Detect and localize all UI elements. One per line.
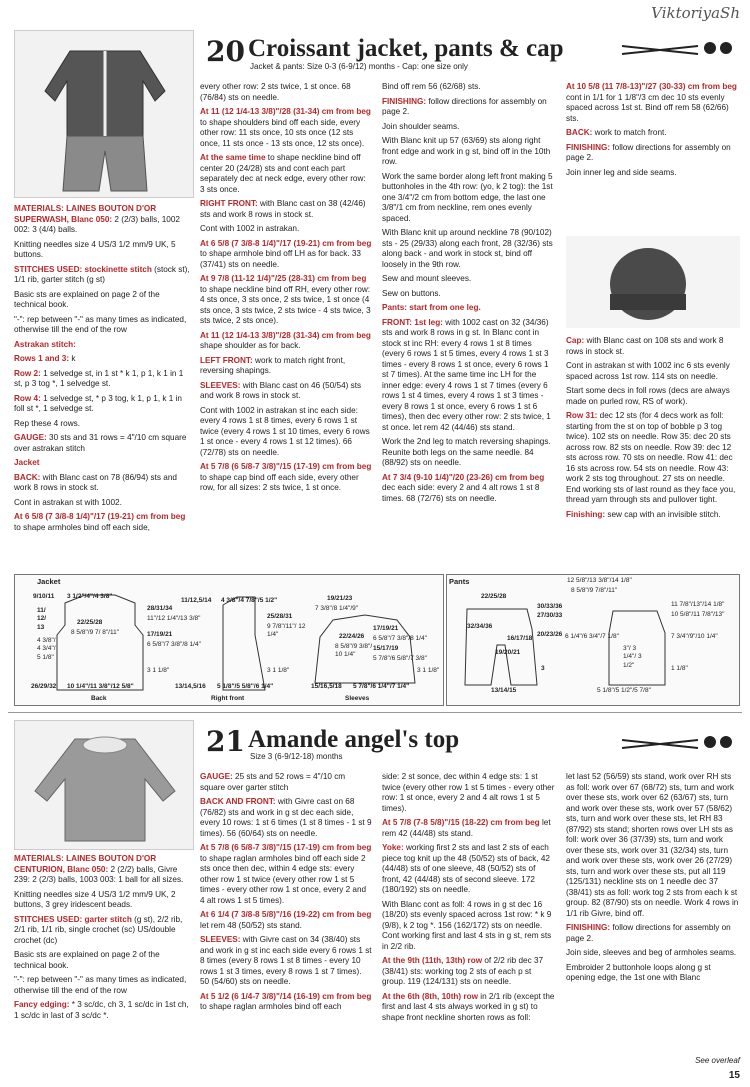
paragraph <box>14 890 194 911</box>
paragraph <box>14 240 194 261</box>
paragraph-text: every other row: 2 sts twice, 1 st once. 68 (76/84) sts on needle. <box>200 82 351 102</box>
j8: 11"/12 1/4"/13 3/8" <box>147 615 201 622</box>
paragraph <box>566 143 740 164</box>
paragraph <box>566 948 740 959</box>
paragraph <box>14 394 194 415</box>
right-front-label: Right front <box>211 695 245 702</box>
paragraph-heading: Row 2: <box>14 368 41 378</box>
paragraph-heading: At 11 (12 1/4-13 3/8)"/28 (31-34) cm from beg <box>200 330 371 340</box>
paragraph <box>566 923 740 944</box>
paragraph <box>14 498 194 509</box>
paragraph <box>382 843 556 896</box>
paragraph <box>200 153 372 195</box>
s8: 5 7/8"/6 5/8"/7 3/8" <box>373 655 427 662</box>
j13: 10 1/4"/11 3/8"/12 5/8" <box>67 683 134 690</box>
paragraph-text: Rep these 4 rows. <box>14 418 80 428</box>
paragraph-text: Cont in astrakan st with 1002. <box>14 497 122 507</box>
paragraph-text: Cont with 1002 in astrakan. <box>200 224 300 233</box>
angel-top-photo <box>14 720 194 850</box>
paragraph-heading: At 7 3/4 (9-10 1/4)"/20 (23-26) cm from beg <box>382 472 545 482</box>
paragraph-heading: FINISHING: <box>382 96 427 106</box>
s9: 3 1 1/8" <box>417 667 440 674</box>
paragraph-text: follow directions for assembly on page 2. <box>382 96 547 116</box>
paragraph-heading: Fancy edging: <box>14 1000 70 1009</box>
paragraph-text: Work the 2nd leg to match reversing shapings. Reunite both legs on the same needle. 84 (88/92) sts on needle. <box>382 437 551 467</box>
paragraph-text: Knitting needles size 4 US/3 1/2 mm/9 UK, 5 buttons. <box>14 239 176 259</box>
paragraph-text: follow directions for assembly on page 2. <box>566 923 731 943</box>
paragraph-heading: STITCHES USED: garter stitch <box>14 914 132 924</box>
paragraph-text: with Blanc cast on 46 (50/54) sts and work 8 rows in stock st. <box>200 380 362 400</box>
paragraph-text: Cont in astrakan st with 1002 inc 6 sts evenly spaced across 1st row. 114 sts on needle. <box>566 361 730 381</box>
paragraph <box>200 274 372 327</box>
paragraph <box>200 843 372 906</box>
paragraph <box>14 473 194 494</box>
paragraph <box>382 228 556 270</box>
paragraph <box>382 136 556 168</box>
paragraph <box>382 303 556 314</box>
r6: 13/14,5/16 <box>175 683 206 690</box>
knitting-needles-icon-2 <box>618 728 743 758</box>
paragraph-text: let last 52 (56/59) sts stand, work over RH sts as foll: work over 67 (68/72) sts, turn and work over these sts, work over 62 (63/67) sts, turn and work over these sts, work over 57 (58/62) sts, turn and work over these sts, let RH 83 (87/92) sts stand; shorten rows over LH sts as foll: work over 36 (37/39) sts, turn and work over these sts, work over 31 (32/34) sts, turn and work over these sts, work over 26 (27/29) sts, turn and work over these sts, put all 119 (125/131) neckline sts on 1 needle dec 37 (38/41) sts as foll: work tog 2 sts from each k st group. 82 (87/90) sts on needle. Work 4 rows in 1/1 rib Givre, bind off. <box>566 772 739 918</box>
paragraph-text: With Blanc knit up around neckline 78 (90/102) sts - 25 (29/33) along each front, 28 (32/36) sts along back - and work in stock st, bind off loosely in the 9th row. <box>382 228 553 269</box>
sleeves-label: Sleeves <box>345 695 370 702</box>
paragraph-heading: At 11 (12 1/4-13 3/8)"/28 (31-34) cm from beg <box>200 107 371 116</box>
paragraph <box>200 356 372 377</box>
j11: 3 1 1/8" <box>147 667 170 674</box>
paragraph <box>566 128 740 139</box>
c5: 6 1/4"/6 3/4"/7 1/8" <box>565 633 619 640</box>
paragraph <box>200 992 372 1013</box>
paragraph-text: dec 12 sts (for 4 decs work as foll: starting from the st on top of bobble p 3 tog twice). 102 sts on needle. Row 35: dec 20 sts across row. 82 sts on needle. Row 39: dec 12 sts across row. 70 sts on needle. Row 41: dec 16 sts across row. 54 sts on needle. Row 43: work 2 sts tog throughout. 27 sts on needle. End working sts of last round as they face you, thread yarn through sts and pullover tight. <box>566 411 736 504</box>
r4: 9 7/8"/11"/ 12 1/4" <box>267 623 306 639</box>
s6: 6 5/8"/7 3/8"/8 1/4" <box>373 635 427 642</box>
paragraph-text: let rem 48 (50/52) sts stand. <box>200 920 302 930</box>
j4: 4 3/8"/ 4 3/4"/ 5 1/8" <box>37 637 56 661</box>
paragraph-text: to shape neckline bind off center 20 (24/28) sts and cont each part separately dec at neck edge, every other row: 3 sts once. <box>200 153 366 194</box>
paragraph-text: to shape cap bind off each side, every other row, for all sizes: 2 sts twice, 1 st once. <box>200 472 359 492</box>
paragraph <box>382 818 556 839</box>
paragraph-text: to shape raglan armholes bind off each <box>200 1002 342 1011</box>
paragraph <box>566 963 740 984</box>
paragraph-text: Bind off rem 56 (62/68) sts. <box>382 82 481 91</box>
paragraph-text: "-": rep between "-" as many times as indicated, otherwise till the end of the row <box>14 975 187 995</box>
c8: 1 1/8" <box>671 665 688 672</box>
paragraph <box>14 915 194 947</box>
paragraph-text: with Blanc cast on 38 (42/46) sts and work 8 rows in stock st. <box>200 199 366 219</box>
paragraph-text: follow directions for assembly on page 2. <box>566 142 731 162</box>
cap-photo <box>566 236 740 328</box>
c1: 12 5/8"/13 3/8"/14 1/8" <box>567 577 632 584</box>
paragraph <box>382 992 556 1024</box>
paragraph-heading: SLEEVES: <box>200 935 241 944</box>
watermark: ViktoriyaSh <box>651 4 740 22</box>
paragraph <box>200 406 372 459</box>
back-label: Back <box>91 695 107 702</box>
s1: 19/21/23 <box>327 595 353 602</box>
paragraph-text: Start some decs in foll rows (decs are always made on purled row, RS of work). <box>566 386 730 406</box>
paragraph-text: Join side, sleeves and beg of armholes seams. <box>566 948 737 957</box>
cap-illustration <box>566 236 740 328</box>
paragraph <box>200 935 372 988</box>
pattern-number-2: 21 <box>206 725 245 758</box>
c4: 10 5/8"/11 7/8"/13" <box>671 611 725 618</box>
paragraph <box>200 331 372 352</box>
s2: 7 3/8"/8 1/4"/9" <box>315 605 359 612</box>
r1: 11/12,5/14 <box>181 597 212 604</box>
c9: 5 1/8"/5 1/2"/5 7/8" <box>597 687 651 694</box>
paragraph-heading: GAUGE: <box>200 772 233 781</box>
materials-column-2 <box>14 854 194 1066</box>
paragraph-heading: At 5 7/8 (7-8 5/8)"/15 (18-22) cm from beg <box>382 818 540 827</box>
paragraph-text: Embroider 2 buttonhole loops along g st opening edge, the 1st one with Blanc <box>566 962 711 982</box>
p6: 20/23/26 <box>537 631 563 638</box>
instructions-column-4a <box>566 82 740 232</box>
paragraph-text: Sew on buttons. <box>382 288 441 298</box>
paragraph <box>14 340 194 351</box>
paragraph-text: With Blanc knit up 57 (63/69) sts along right front edge and work in g st, bind off in the 10th row. <box>382 136 551 166</box>
paragraph <box>382 318 556 434</box>
instructions-column-4b <box>566 772 740 1054</box>
paragraph <box>14 950 194 971</box>
s7: 15/17/19 <box>373 645 399 652</box>
paragraph <box>200 910 372 931</box>
paragraph-heading: At 6 1/4 (7 3/8-8 5/8)"/16 (19-22) cm from beg <box>200 910 372 919</box>
paragraph-heading: FRONT: 1st leg: <box>382 317 443 327</box>
paragraph-text: of 2/2 rib dec 37 (38/41) sts: working tog 2 sts of each p st group. 119 (124/131) sts on needle. <box>382 956 544 986</box>
paragraph-heading: Yoke: <box>382 843 404 852</box>
paragraph-text: "-": rep between "-" as many times as indicated, otherwise till the end of the row <box>14 314 187 334</box>
paragraph <box>200 199 372 220</box>
paragraph <box>382 772 556 814</box>
paragraph <box>566 386 740 407</box>
paragraph-heading: BACK AND FRONT: <box>200 797 276 806</box>
paragraph-heading: FINISHING: <box>566 923 611 932</box>
s5: 17/19/21 <box>373 625 399 632</box>
paragraph <box>200 107 372 149</box>
paragraph <box>14 369 194 390</box>
paragraph-heading: At 5 7/8 (6 5/8-7 3/8)"/15 (17-19) cm from beg <box>200 843 372 852</box>
paragraph-text: with Blanc cast on 108 sts and work 8 rows in stock st. <box>566 336 724 356</box>
paragraph-heading: STITCHES USED: stockinette stitch <box>14 264 152 274</box>
paragraph-text: k <box>69 354 76 363</box>
paragraph-text: to shape armhole bind off LH as for back. 33 (37/41) sts on needle. <box>200 249 361 269</box>
paragraph <box>200 772 372 793</box>
paragraph-text: shape shoulder as for back. <box>200 341 301 350</box>
paragraph-heading: At the 6th (8th, 10th) row <box>382 991 478 1001</box>
pattern-subtitle-2: Size 3 (6-9/12-18) months <box>250 752 343 761</box>
paragraph-text: 2 (2/3) balls, 1002 002: 3 (4/4) balls. <box>14 214 180 234</box>
paragraph <box>382 274 556 285</box>
j12: 26/29/32 <box>31 683 57 690</box>
c3: 11 7/8"/13"/14 1/8" <box>671 601 725 608</box>
paragraph-text: With Blanc cont as foll: 4 rows in g st dec 16 (18/20) sts evenly spaced across 1st row: * k 9 (9/8), k 2 tog *. 156 (162/172) sts on needle. Cont working first and last 4 sts in g st, rem sts in 2/2 rib. <box>382 899 552 951</box>
paragraph-text: sew cap with an invisible stitch. <box>605 509 721 519</box>
s10: 15/16,5/18 <box>311 683 342 690</box>
paragraph-text: Cont with 1002 in astrakan st inc each side: every 4 rows 1 st 8 times, every 6 rows 1 st twice (every 4 rows 1 st 10 times, every 6 rows 1 st once - every 4 rows 1 st 12 times). 66 (72/78) sts on needle. <box>200 405 370 457</box>
paragraph-text: Work the same border along left front making 5 buttonholes in the 4th row: (yo, k 2 tog): the 1st one 3/4"/2 cm from bottom edge, the last one 3/8"/1 cm from neckline, rem ones evenly spaced. <box>382 171 553 223</box>
paragraph <box>200 462 372 494</box>
paragraph <box>566 510 740 521</box>
pants-cap-schematic <box>446 574 740 706</box>
c6: 7 3/4"/9"/10 1/4" <box>671 633 718 640</box>
paragraph-heading: Astrakan stitch: <box>14 339 76 349</box>
paragraph <box>14 458 194 469</box>
paragraph <box>566 361 740 382</box>
baby-outfit-illustration <box>15 31 194 198</box>
paragraph-heading: At the 9th (11th, 13th) row <box>382 956 483 965</box>
paragraph <box>382 289 556 300</box>
p4: 32/34/36 <box>467 623 493 630</box>
p3: 27/30/33 <box>537 612 563 619</box>
paragraph-text: in 2/1 rib (except the first and last 4 sts always worked in g st) to shape front neckline shorten rows as foll: <box>382 991 555 1022</box>
r7: 5 1/8"/5 5/8"/6 1/4" <box>217 683 274 690</box>
paragraph <box>566 336 740 357</box>
paragraph-heading: RIGHT FRONT: <box>200 199 258 208</box>
pattern-title: Croissant jacket, pants & cap <box>248 35 564 62</box>
s4: 8 5/8"/9 3/8"/ 10 1/4" <box>335 643 373 659</box>
j2: 3 1/2"/4"/4 3/8" <box>67 593 113 600</box>
paragraph-text: let rem 42 (44/48) sts stand. <box>382 818 551 838</box>
paragraph <box>200 82 372 103</box>
j7: 28/31/34 <box>147 605 173 612</box>
paragraph-text: to shape shoulders bind off each side, every other row: 11 sts once, 10 sts once (12 sts once, 11 sts once - 13 sts once, 12 sts once). <box>200 117 365 148</box>
j5: 22/25/28 <box>77 619 103 626</box>
paragraph-text: Join inner leg and side seams. <box>566 167 677 177</box>
jacket-label: Jacket <box>37 577 61 586</box>
paragraph <box>382 956 556 988</box>
r2: 4 3/8"/4 7/8"/5 1/2" <box>221 597 278 604</box>
paragraph-text: with Blanc cast on 78 (86/94) sts and work 8 rows in stock st. <box>14 472 177 492</box>
paragraph <box>14 975 194 996</box>
paragraph-text: dec each side: every 2 and 4 alt rows 1 st 8 times. 68 (72/76) sts on needle. <box>382 483 540 503</box>
paragraph <box>382 82 556 93</box>
pattern-subtitle: Jacket & pants: Size 0-3 (6-9/12) months - Cap: one size only <box>250 62 468 71</box>
paragraph <box>200 224 372 235</box>
paragraph <box>382 437 556 469</box>
materials-column <box>14 204 194 566</box>
paragraph-heading: At 10 5/8 (11 7/8-13)"/27 (30-33) cm from beg <box>566 82 737 91</box>
paragraph <box>566 411 740 506</box>
paragraph <box>382 473 556 505</box>
pattern-title-2: Amande angel's top <box>248 726 460 753</box>
page-number: 15 <box>728 1070 740 1081</box>
paragraph <box>200 797 372 839</box>
paragraph <box>566 772 740 919</box>
pattern-number: 20 <box>206 35 245 68</box>
paragraph-heading: At 5 7/8 (6 5/8-7 3/8)"/15 (17-19) cm from beg <box>200 462 372 471</box>
pants-label: Pants <box>449 577 470 586</box>
paragraph <box>14 265 194 286</box>
jacket-schematic <box>14 574 444 706</box>
paragraph <box>382 122 556 133</box>
paragraph-heading: Row 4: <box>14 393 41 403</box>
paragraph-heading: BACK: <box>566 128 593 137</box>
paragraph-text: 1 selvedge st, * p 3 tog, k 1, p 1, k 1 in foll st *, 1 selvedge st. <box>14 393 182 413</box>
paragraph-heading: Cap: <box>566 336 585 345</box>
p1: 22/25/28 <box>481 593 507 600</box>
p9: 13/14/15 <box>491 687 517 694</box>
see-overleaf: See overleaf <box>695 1056 740 1065</box>
p5: 16/17/18 <box>507 635 533 642</box>
jacket-pants-photo <box>14 30 194 198</box>
paragraph <box>200 381 372 402</box>
paragraph-text: with Givre cast on 68 (76/82) sts and work in g st dec each side, every 10 rows: 1 st 6 times (1 st 8 times - 1 st 9 times). 56 (60/64) sts on needle. <box>200 797 372 838</box>
paragraph <box>14 204 194 236</box>
j1: 9/10/11 <box>33 593 55 600</box>
paragraph-heading: At 5 1/2 (6 1/4-7 3/8)"/14 (16-19) cm from beg <box>200 991 372 1001</box>
p7: 19/20/21 <box>495 649 521 656</box>
paragraph-text: work to match front. <box>592 128 667 137</box>
paragraph-text: work to match right front, reversing shapings. <box>200 355 346 375</box>
section-divider <box>8 712 742 713</box>
paragraph-heading: FINISHING: <box>566 142 611 152</box>
paragraph-text: to shape raglan armholes bind off each side 2 sts once then dec, within 4 edge sts: every other row 1 st twice (every other row 1 st 5 times - every other row 1 st once, every 2 and 4 alt rows 1 st 5 times). <box>200 853 367 905</box>
paragraph <box>14 433 194 454</box>
paragraph-heading: At the same time <box>200 153 266 162</box>
angel-top-illustration <box>15 721 194 850</box>
instructions-column-2 <box>200 82 372 566</box>
paragraph <box>382 900 556 953</box>
paragraph-text: (stock st), 1/1 rib, garter stitch (g st) <box>14 264 190 284</box>
paragraph-text: 2 (2/2) balls, Givre 239: 2 (2/3) balls, 1003 003: 1 ball for all sizes. <box>14 864 184 884</box>
paragraph-text: 25 sts and 52 rows = 4"/10 cm square over garter stitch <box>200 772 346 792</box>
paragraph-text: Sew and mount sleeves. <box>382 274 472 283</box>
paragraph-heading: Rows 1 and 3: <box>14 354 70 363</box>
paragraph <box>14 315 194 336</box>
instructions-column-2b <box>200 772 372 1062</box>
knitting-needles-icon <box>618 34 743 64</box>
paragraph-text: working first 2 sts and last 2 sts of each piece tog knit up the 48 (50/52) sts of back, 42 (44/48) sts of one sleeve, 48 (50/52) sts of front, 42 (44/48) sts of second sleeve. 172 (180/192) sts on needle. <box>382 843 550 894</box>
c2: 8 5/8"/9 7/8"/11" <box>571 587 618 594</box>
paragraph-text: Join shoulder seams. <box>382 121 460 131</box>
paragraph-text: to shape neckline bind off RH, every other row: 4 sts once, 3 sts once, 2 sts twice, 1 st once (4 sts once, 3 sts twice, 2 sts twice - 4 sts twice, 3 sts twice, 2 sts once). <box>200 284 371 325</box>
j9: 17/19/21 <box>147 631 173 638</box>
paragraph-text: Basic sts are explained on page 2 of the technical book. <box>14 950 160 970</box>
p8: 3 <box>541 665 545 672</box>
paragraph-heading: MATERIALS: LAINES BOUTON D'OR SUPERWASH, Blanc 050: <box>14 204 157 224</box>
instructions-column-3b <box>382 772 556 1062</box>
c7: 3"/ 3 1/4"/ 3 1/2" <box>623 645 642 669</box>
instructions-column-3 <box>382 82 556 566</box>
paragraph-text: Knitting needles size 4 US/3 1/2 mm/9 UK, 2 buttons, 3 grey iridescent beads. <box>14 889 176 909</box>
paragraph-text: 1 selvedge st, in 1 st * k 1, p 1, k 1 in 1 st, p 3 tog *, 1 selvedge st. <box>14 368 184 388</box>
paragraph-heading: MATERIALS: LAINES BOUTON D'OR CENTURION, Blanc 050: <box>14 854 157 874</box>
r5: 3 1 1/8" <box>267 667 290 674</box>
paragraph-text: * 3 sc/dc, ch 3, 1 sc/dc in 1st ch, 1 sc/dc in last of 3 sc/dc *. <box>14 1000 189 1020</box>
paragraph <box>14 354 194 365</box>
paragraph-text: 30 sts and 31 rows = 4"/10 cm square over astrakan stitch <box>14 433 187 453</box>
paragraph-heading: Row 31: <box>566 411 598 420</box>
r3: 25/28/31 <box>267 613 293 620</box>
paragraph-heading: Finishing: <box>566 509 606 519</box>
paragraph <box>14 512 194 533</box>
paragraph <box>14 290 194 311</box>
paragraph-text: with 1002 cast on 32 (34/36) sts and work 8 rows in g st. In Blanc cont in stock st inc RH: every 4 rows 1 st 8 times (every 6 rows 1 st 5 times, every 4 rows 1 st 3 times - every 8 rows 1 st once, every 6 rows 1 st 7 times). At the same time inc LH for the inner edge: every 4 rows 1 st 7 times (every 6 rows 1 st 4 times, every 4 rows 1 st 3 times - every 8 rows 1 st once, every 6 rows 1 st 6 times), then dec every other row: 2 sts twice, 1 st once. let rem 42 (44/46) sts stand. <box>382 317 551 432</box>
paragraph <box>382 97 556 118</box>
s3: 22/24/26 <box>339 633 365 640</box>
paragraph-heading: GAUGE: <box>14 433 47 442</box>
paragraph <box>14 854 194 886</box>
paragraph-heading: BACK: <box>14 472 41 482</box>
paragraph <box>200 239 372 271</box>
paragraph-heading: Pants: start from one leg. <box>382 303 481 312</box>
cap-instructions-column <box>566 336 740 566</box>
paragraph-text: with Givre cast on 34 (38/40) sts and work in g st inc each side every 6 rows 1 st 8 times (every 8 rows 1 st 8 times - every 10 rows 1 st 3 times, every 8 rows 1 st 7 times). 50 (54/60) sts on needle. <box>200 935 372 986</box>
paragraph <box>14 419 194 430</box>
paragraph-heading: LEFT FRONT: <box>200 355 253 365</box>
paragraph-heading: SLEEVES: <box>200 380 241 390</box>
paragraph-heading: At 6 5/8 (7 3/8-8 1/4)"/17 (19-21) cm from beg <box>200 238 372 248</box>
paragraph-text: (g st), 2/2 rib, 2/1 rib, 1/1 rib, single crochet (sc) US/double crochet (dc) <box>14 914 183 945</box>
j3: 11/ 12/ 13 <box>37 607 47 631</box>
paragraph-text: to shape armholes bind off each side, <box>14 522 150 532</box>
paragraph <box>14 1000 194 1021</box>
s11: 5 7/8"/6 1/4"/7 1/4" <box>353 683 410 690</box>
paragraph-heading: At 6 5/8 (7 3/8-8 1/4)"/17 (19-21) cm from beg <box>14 512 186 521</box>
j10: 6 5/8"/7 3/8"/8 1/4" <box>147 641 201 648</box>
paragraph-text: cont in 1/1 for 1 1/8"/3 cm dec 10 sts evenly spaced across 1st st. Bind off rem 58 (62/66) sts. <box>566 92 729 123</box>
paragraph-text: Basic sts are explained on page 2 of the technical book. <box>14 289 160 309</box>
paragraph <box>566 168 740 179</box>
paragraph <box>566 82 740 124</box>
paragraph-heading: At 9 7/8 (11-12 1/4)"/25 (28-31) cm from beg <box>200 274 367 283</box>
p2: 30/33/36 <box>537 603 563 610</box>
paragraph-text: side: 2 st sonce, dec within 4 edge sts: 1 st twice (every other row 1 st 5 times - every other row: 1 st once, every 2 and 4 alt rows 1 st 5 times). <box>382 772 555 813</box>
paragraph <box>382 172 556 225</box>
paragraph-heading: Jacket <box>14 458 40 467</box>
j6: 8 5/8"/9 7/ 8"/11" <box>71 629 120 636</box>
